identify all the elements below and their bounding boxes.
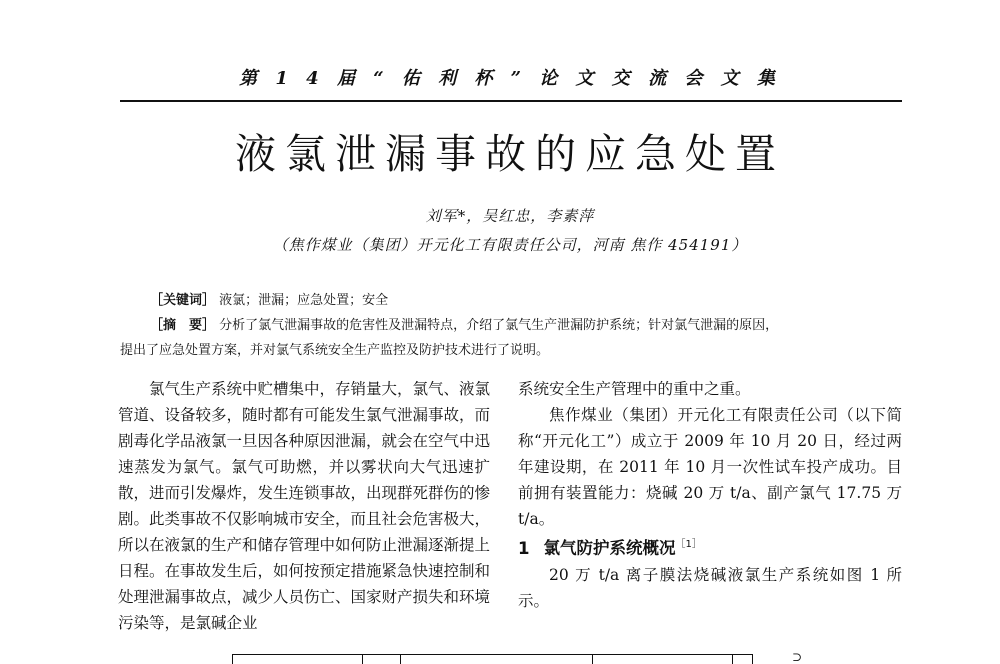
keywords-label: ［关键词］ <box>150 293 216 308</box>
abstract-line-2: 提出了应急处置方案，并对氯气系统安全生产监控及防护技术进行了说明。 <box>120 343 550 358</box>
section-citation: ［1］ <box>675 539 702 550</box>
keywords <box>150 289 890 308</box>
section-number: 1 <box>518 538 530 558</box>
figure-1-top-edge <box>232 652 932 663</box>
right-column <box>518 376 902 614</box>
abstract-label: ［摘 要］ <box>150 318 216 333</box>
header-rule <box>120 100 902 102</box>
intro-paragraph: 氯气生产系统中贮槽集中，存销量大，氯气、液氯管道、设备较多，随时都有可能发生氯气泄漏事故，而剧毒化学品液氯一旦因各种原因泄漏，就会在空气中迅速蒸发为氯气。氯气可助燃，并以雾状向大气迅速扩散，进而引发爆炸，发生连锁事故，出现群死群伤的惨剧。此类事故不仅影响城市安全，而且社会危害极大，所以在液氯的生产和储存管理中如何防止泄漏逐渐提上日程。在事故发生后，如何按预定措施紧急快速控制和处理泄漏事故点，减少人员伤亡、国家财产损失和环境污染等，是氯碱企业 <box>118 380 491 632</box>
running-header: 第 1 4 届 “ 佑 利 杯 ” 论 文 交 流 会 文 集 <box>239 68 781 89</box>
abstract-line-1: 分析了氯气泄漏事故的危害性及泄漏特点，介绍了氯气生产泄漏防护系统；针对氯气泄漏的原因， <box>219 318 779 333</box>
author-affiliation: （焦作煤业（集团）开元化工有限责任公司，河南 焦作 454191） <box>272 236 748 254</box>
author-list: 刘军*，吴红忠，李素萍 <box>425 207 595 225</box>
keywords-text: 液氯；泄漏；应急处置；安全 <box>219 293 389 308</box>
article-title: 液氯泄漏事故的应急处置 <box>235 130 785 178</box>
figure-arrow-icon: ⊃ <box>792 650 803 664</box>
section-heading <box>518 532 902 562</box>
figure-line <box>232 654 752 655</box>
company-paragraph: 焦作煤业（集团）开元化工有限责任公司（以下简称“开元化工”）成立于 2009 年 10 月 20 日，经过两年建设期，在 2011 年 10 月一次性试车投产成功。目前拥有装置能力：烧碱 20 万 t/a、副产氯气 17.75 万t/a。 <box>518 406 902 528</box>
abstract <box>120 313 890 363</box>
section-title: 氯气防护系统概况 <box>543 538 676 558</box>
section-paragraph: 20 万 t/a 离子膜法烧碱液氯生产系统如图 1 所示。 <box>518 565 902 610</box>
left-column <box>118 376 490 636</box>
intro-continuation: 系统安全生产管理中的重中之重。 <box>518 380 751 398</box>
